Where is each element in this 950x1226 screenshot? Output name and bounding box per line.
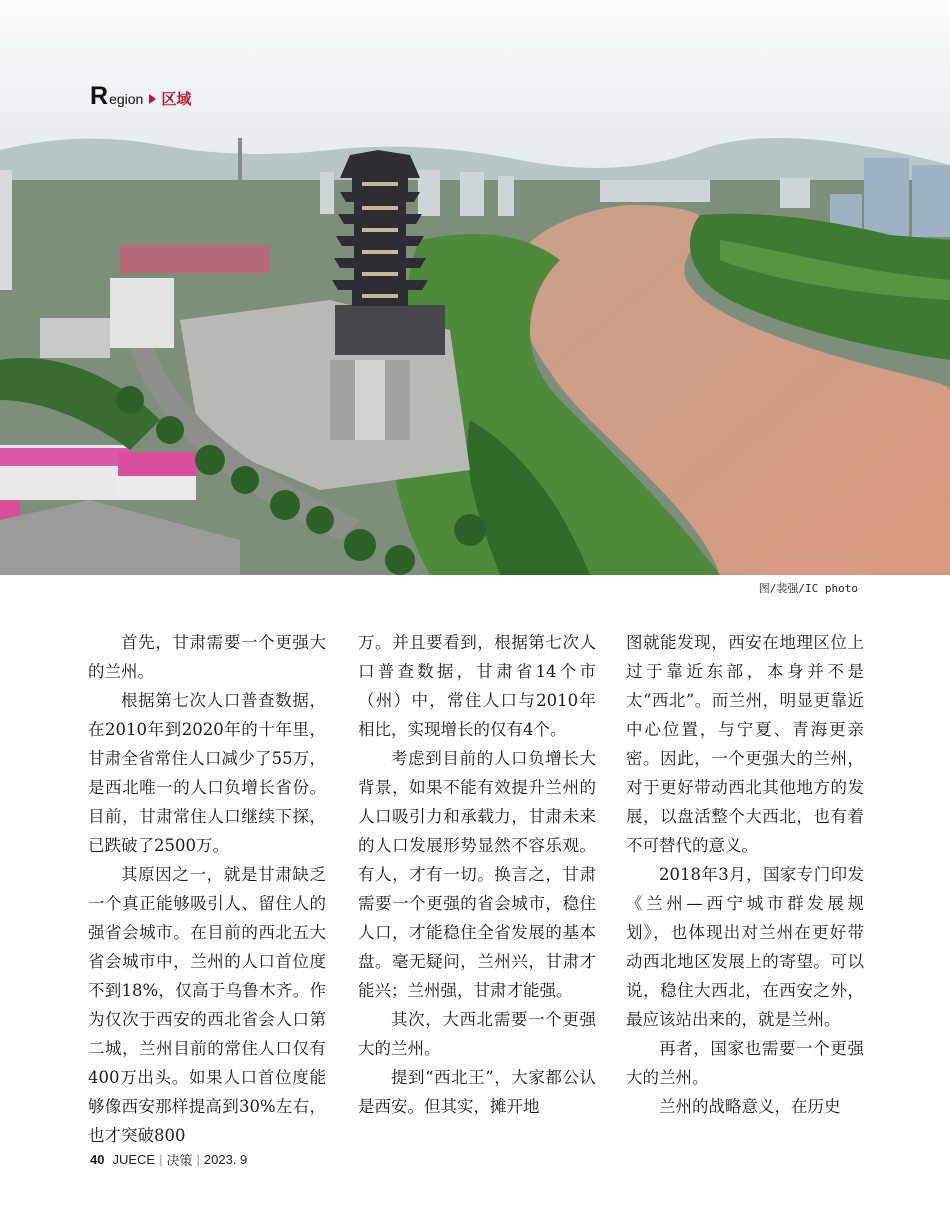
article-column-1 — [88, 628, 326, 1150]
divider: | — [196, 1152, 200, 1167]
paragraph: 2018年3月，国家专门印发《兰州—西宁城市群发展规划》，也体现出对兰州在更好带动西北地区发展上的寄望。可以说，稳住大西北，在西安之外，最应该站出来的，就是兰州。 — [626, 865, 864, 1029]
section-tag — [90, 81, 192, 110]
paragraph: 提到“西北王”，大家都公认是西安。但其实，摊开地 — [358, 1068, 596, 1116]
article-column-3 — [626, 628, 864, 1121]
paragraph: 再者，国家也需要一个更强大的兰州。 — [626, 1039, 864, 1087]
paragraph: 万。并且要看到，根据第七次人口普查数据，甘肃省14个市（州）中，常住人口与2010年相比，实现增长的仅有4个。 — [358, 633, 596, 739]
article-column-2 — [358, 628, 596, 1121]
paragraph: 兰州的战略意义，在历史 — [659, 1097, 841, 1116]
magazine-name-cn: 决策 — [166, 1153, 193, 1168]
paragraph: 其原因之一，就是甘肃缺乏一个真正能够吸引人、留住人的强省会城市。在目前的西北五大省会城市中，兰州的人口首位度不到18%，仅高于乌鲁木齐。作为仅次于西安的西北省会人口第二城，兰州目前的常住人口仅有400万出头。如果人口首位度能够像西安那样提高到30%左右，也才突破800 — [88, 865, 326, 1145]
photo-credit: 图/裴强/IC photo — [758, 582, 858, 595]
issue-date: 2023. 9 — [203, 1152, 248, 1167]
page-footer — [90, 1150, 247, 1169]
section-initial: R — [90, 81, 109, 110]
paragraph: 其次，大西北需要一个更强大的兰州。 — [358, 1010, 596, 1058]
triangle-arrow-icon — [149, 94, 156, 104]
paragraph: 图就能发现，西安在地理区位上过于靠近东部，本身并不是太“西北”。而兰州，明显更靠近中心位置，与宁夏、青海更亲密。因此，一个更强大的兰州，对于更好带动西北其他地方的发展，以盘活整个大西北，也有着不可替代的意义。 — [626, 633, 864, 855]
paragraph: 考虑到目前的人口负增长大背景，如果不能有效提升兰州的人口吸引力和承载力，甘肃未来的人口发展形势显然不容乐观。有人，才有一切。换言之，甘肃需要一个更强的省会城市，稳住人口，才能稳住全省发展的基本盘。毫无疑问，兰州兴，甘肃才能兴；兰州强，甘肃才能强。 — [358, 749, 596, 1000]
divider: | — [159, 1152, 163, 1167]
magazine-name: JUECE — [112, 1152, 156, 1167]
section-label-cn: 区域 — [161, 91, 192, 108]
page-number: 40 — [90, 1152, 105, 1167]
paragraph: 根据第七次人口普查数据，在2010年到2020年的十年里，甘肃全省常住人口减少了55万，是西北唯一的人口负增长省份。目前，甘肃常住人口继续下探，已跌破了2500万。 — [88, 691, 326, 855]
section-name: egion — [109, 90, 144, 107]
paragraph: 首先，甘肃需要一个更强大的兰州。 — [88, 633, 326, 681]
